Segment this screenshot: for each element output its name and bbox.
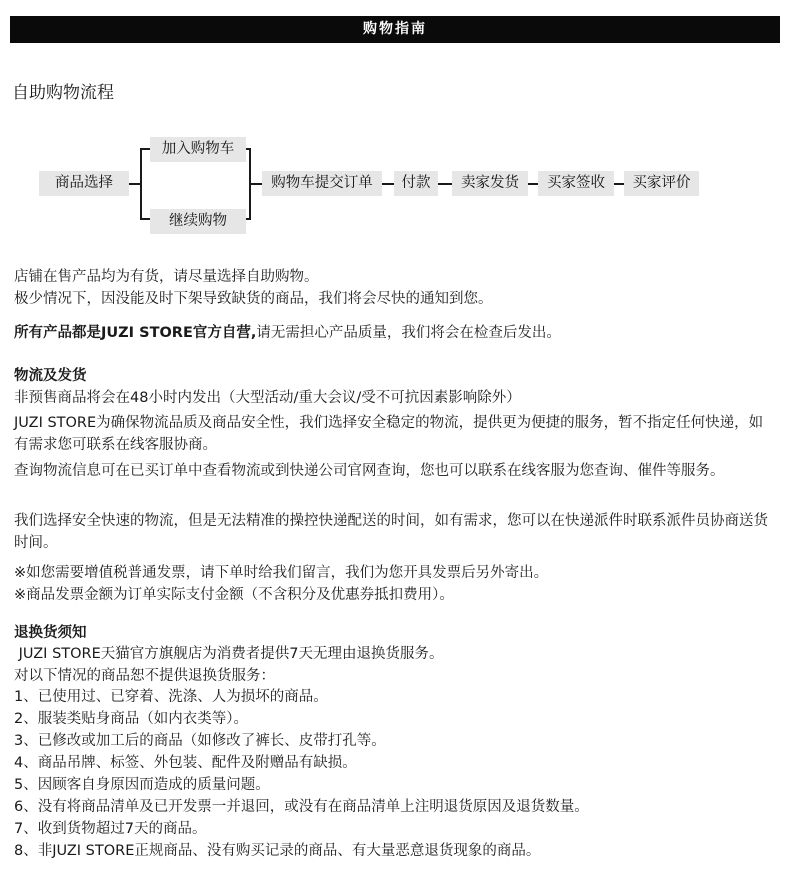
step-pay: 付款 bbox=[394, 171, 438, 196]
page-title: 购物指南 bbox=[363, 21, 427, 37]
logistics-line: 我们选择安全快速的物流，但是无法精准的操控快递配送的时间，如有需求，您可以在快递派件时联系派件员协商送货时间。 bbox=[14, 513, 768, 551]
returns-item: 5、因顾客自身原因而造成的质量问题。 bbox=[14, 777, 270, 793]
step-receive: 买家签收 bbox=[538, 171, 614, 196]
connector bbox=[129, 183, 140, 185]
returns-item: 7、收到货物超过7天的商品。 bbox=[14, 821, 207, 837]
flow-heading: 自助购物流程 bbox=[12, 83, 114, 103]
connector bbox=[438, 183, 452, 185]
step-add-cart: 加入购物车 bbox=[150, 137, 246, 162]
page-title-bar bbox=[10, 16, 780, 43]
returns-item: 6、没有将商品清单及已开发票一并退回，或没有在商品清单上注明退货原因及退货数量。 bbox=[14, 799, 589, 815]
note-stock: 店铺在售产品均为有货，请尽量选择自助购物。 bbox=[14, 269, 319, 285]
step-continue: 继续购物 bbox=[150, 209, 246, 234]
note-quality bbox=[14, 322, 561, 344]
note-quality-bold: 所有产品都是JUZI STORE官方自营, bbox=[14, 325, 257, 341]
step-select: 商品选择 bbox=[39, 171, 129, 196]
returns-item: 1、已使用过、已穿着、洗涤、人为损坏的商品。 bbox=[14, 689, 328, 705]
step-submit: 购物车提交订单 bbox=[262, 171, 382, 196]
bracket-left-bottom bbox=[140, 218, 150, 220]
logistics-line: 非预售商品将会在48小时内发出（大型活动/重大会议/受不可抗因素影响除外） bbox=[14, 390, 521, 406]
step-ship: 卖家发货 bbox=[452, 171, 528, 196]
connector bbox=[528, 183, 538, 185]
returns-item: 8、非JUZI STORE正规商品、没有购买记录的商品、有大量恶意退货现象的商品。 bbox=[14, 843, 541, 859]
returns-item: 2、服装类贴身商品（如内衣类等）。 bbox=[14, 711, 248, 727]
bracket-left-top bbox=[140, 148, 150, 150]
connector bbox=[382, 183, 394, 185]
note-quality-rest: 请无需担心产品质量，我们将会在检查后发出。 bbox=[256, 325, 561, 341]
logistics-line: ※商品发票金额为订单实际支付金额（不含积分及优惠券抵扣费用）。 bbox=[14, 587, 454, 603]
connector bbox=[251, 183, 262, 185]
note-out-of-stock: 极少情况下，因没能及时下架导致缺货的商品，我们将会尽快的通知到您。 bbox=[14, 291, 493, 307]
connector bbox=[614, 183, 624, 185]
returns-title: 退换货须知 bbox=[14, 625, 87, 641]
returns-intro: JUZI STORE天猫官方旗舰店为消费者提供7天无理由退换货服务。 bbox=[14, 646, 444, 662]
returns-item: 4、商品吊牌、标签、外包装、配件及附赠品有缺损。 bbox=[14, 755, 357, 771]
returns-item: 3、已修改或加工后的商品（如修改了裤长、皮带打孔等。 bbox=[14, 733, 386, 749]
logistics-line: ※如您需要增值税普通发票，请下单时给我们留言，我们为您开具发票后另外寄出。 bbox=[14, 565, 549, 581]
step-review: 买家评价 bbox=[624, 171, 699, 196]
logistics-line: 查询物流信息可在已买订单中查看物流或到快递公司官网查询，您也可以联系在线客服为您查询、催件等服务。 bbox=[14, 463, 725, 479]
returns-subtitle: 对以下情况的商品恕不提供退换货服务： bbox=[14, 668, 275, 684]
logistics-line: JUZI STORE为确保物流品质及商品安全性，我们选择安全稳定的物流，提供更为便捷的服务，暂不指定任何快递，如有需求您可联系在线客服协商。 bbox=[14, 415, 764, 453]
bracket-left-vertical bbox=[140, 148, 142, 220]
logistics-title: 物流及发货 bbox=[14, 368, 87, 384]
